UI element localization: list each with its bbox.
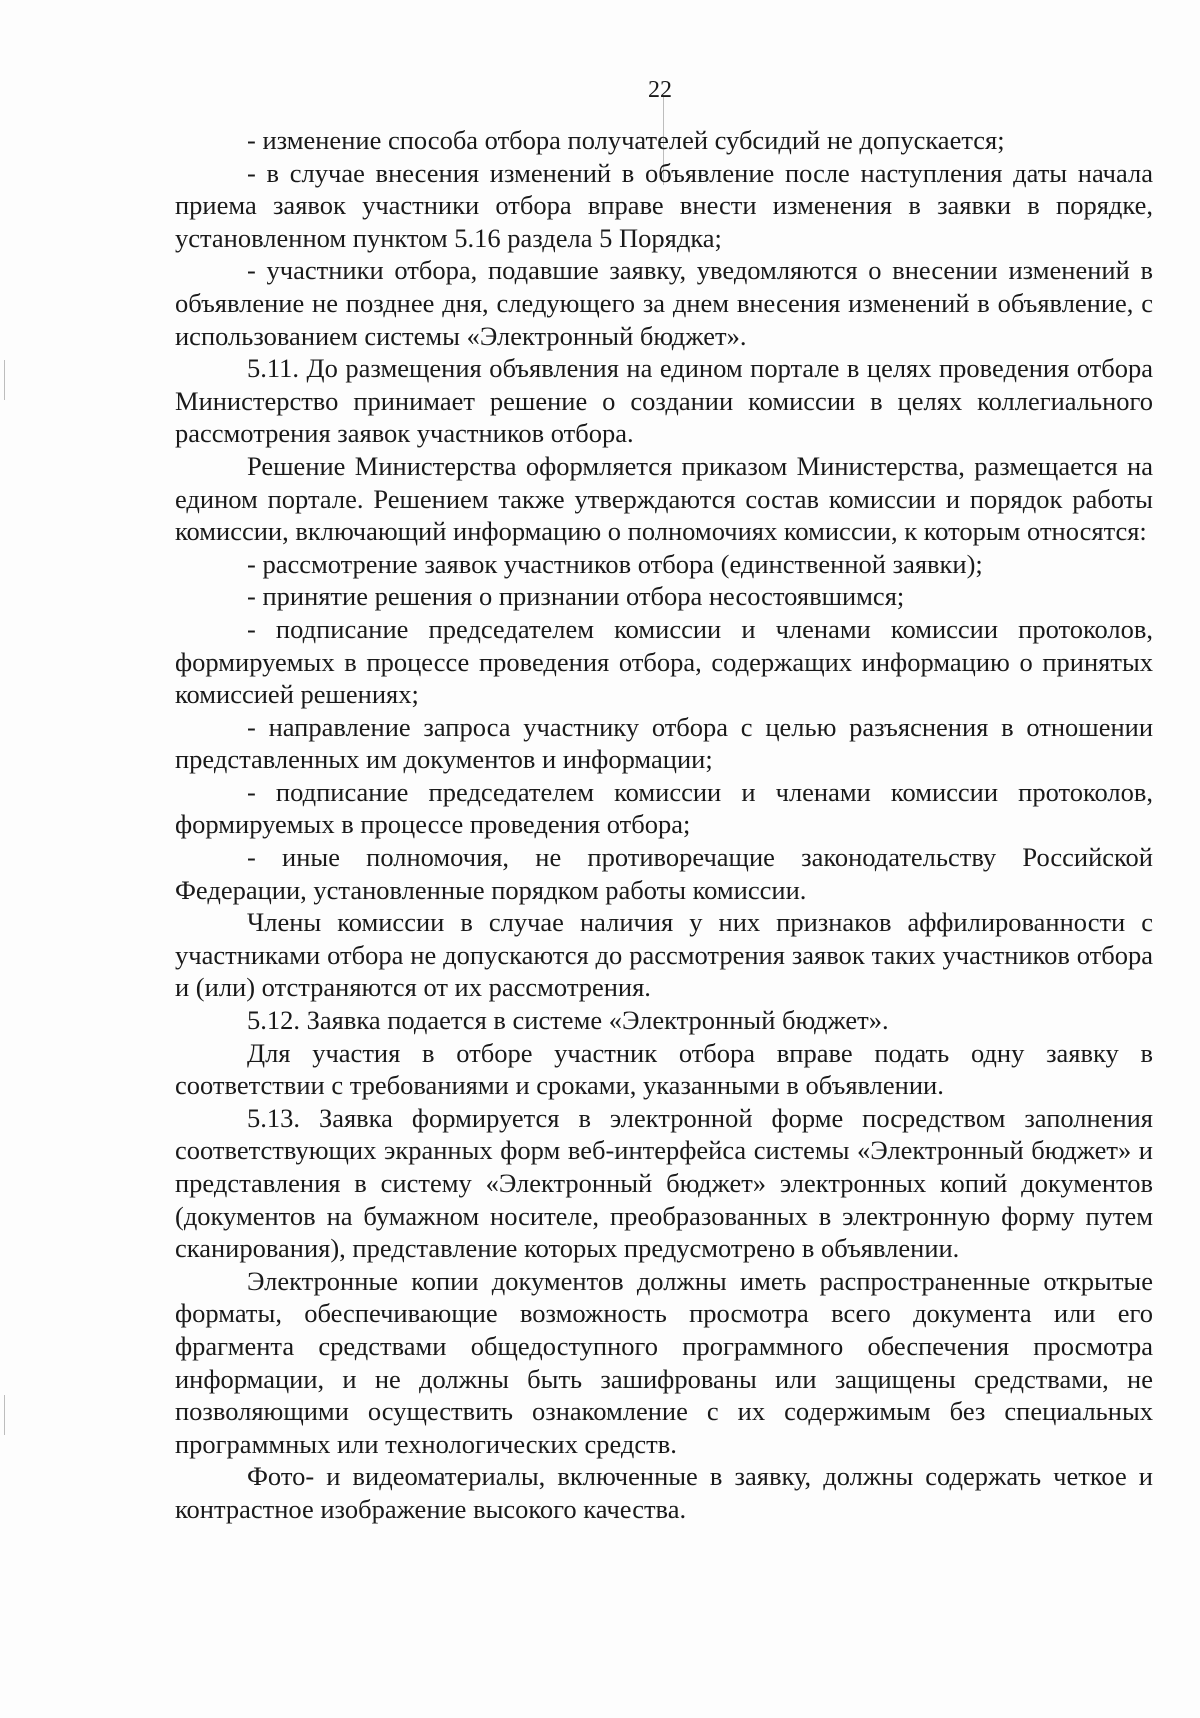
document-body xyxy=(175,124,1153,1526)
paragraph: 5.11. До размещения объявления на едином портале в целях проведения отбора Министерство принимает решение о создании комиссии в целях коллегиального рассмотрения заявок участников отбора. xyxy=(175,353,1153,449)
page-number: 22 xyxy=(648,77,672,103)
paragraph: - подписание председателем комиссии и членами комиссии протоколов, формируемых в процессе проведения отбора, содержащих информацию о принятых комиссией решениях; xyxy=(175,613,1153,710)
paragraph: - принятие решения о признании отбора несостоявшимся; xyxy=(247,581,905,612)
paragraph: Фото- и видеоматериалы, включенные в заявку, должны содержать четкое и контрастное изображение высокого качества. xyxy=(175,1461,1153,1524)
paragraph: - рассмотрение заявок участников отбора (единственной заявки); xyxy=(247,548,983,579)
paragraph: Члены комиссии в случае наличия у них признаков аффилированности с участниками отбора не допускаются до рассмотрения заявок таких участников отбора и (или) отстраняются от их рассмотрения. xyxy=(175,907,1153,1003)
paragraph: - участники отбора, подавшие заявку, уведомляются о внесении изменений в объявление не позднее дня, следующего за днем внесения изменений в объявление, с использованием системы «Электронный бюджет». xyxy=(175,255,1153,351)
paragraph: 5.12. Заявка подается в системе «Электронный бюджет». xyxy=(247,1005,889,1036)
scan-artifact-line xyxy=(4,1395,5,1435)
paragraph: - изменение способа отбора получателей субсидий не допускается; xyxy=(247,125,1005,155)
paragraph: 5.13. Заявка формируется в электронной форме посредством заполнения соответствующих экранных форм веб-интерфейса системы «Электронный бюджет» и представления в систему «Электронный бюджет» электронных копий документов (документов на бумажном носителе, преобразованных в электронную форму путем сканирования), представление которых предусмотрено в объявлении. xyxy=(175,1102,1153,1264)
paragraph: - в случае внесения изменений в объявление после наступления даты начала приема заявок участники отбора вправе внести изменения в заявки в порядке, установленном пунктом 5.16 раздела 5 Порядка; xyxy=(175,157,1153,253)
paragraph: Для участия в отборе участник отбора вправе подать одну заявку в соответствии с требованиями и сроками, указанными в объявлении. xyxy=(175,1037,1153,1101)
paragraph: - подписание председателем комиссии и членами комиссии протоколов, формируемых в процессе проведения отбора; xyxy=(175,776,1153,840)
paragraph: - иные полномочия, не противоречащие законодательству Российской Федерации, установленные порядком работы комиссии. xyxy=(175,842,1153,905)
paragraph: Решение Министерства оформляется приказом Министерства, размещается на едином портале. Решением также утверждаются состав комиссии и порядок работы комиссии, включающий информацию о полномочиях комиссии, к которым относятся: xyxy=(175,450,1153,547)
paragraph: Электронные копии документов должны иметь распространенные открытые форматы, обеспечивающие возможность просмотра всего документа или его фрагмента средствами общедоступного программного обеспечения просмотра информации, и не должны быть зашифрованы или защищены средствами, не позволяющими осуществить ознакомление с их содержимым без специальных программных или технологических средств. xyxy=(175,1265,1153,1459)
paragraph: - направление запроса участнику отбора с целью разъяснения в отношении представленных им документов и информации; xyxy=(175,711,1153,775)
scan-artifact-line xyxy=(4,360,5,400)
